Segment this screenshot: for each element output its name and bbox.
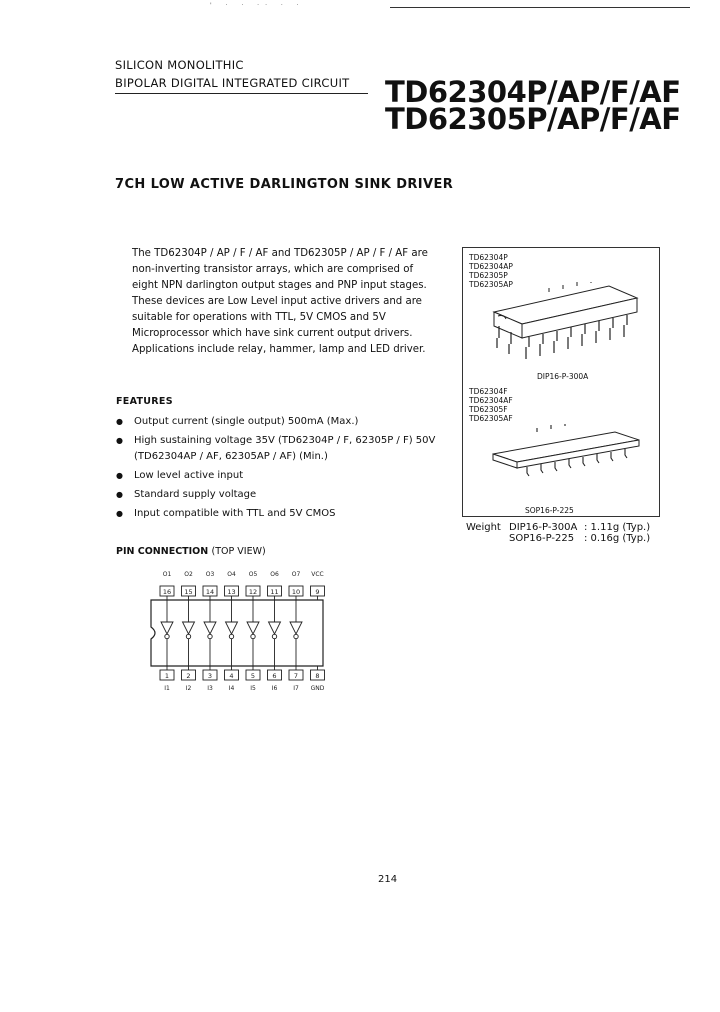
top-pin-label: O5	[248, 571, 258, 578]
features-heading: FEATURES	[116, 396, 173, 407]
bottom-pin-label: I6	[271, 685, 278, 692]
page-number: 214	[378, 874, 398, 885]
driver-input-bubble	[251, 634, 255, 638]
bottom-pin-label: I1	[164, 685, 170, 692]
bottom-pin-number: 4	[229, 672, 234, 680]
package-figure	[462, 247, 660, 517]
features-list	[116, 414, 436, 525]
weight-sop-name: SOP16-P-225	[509, 533, 575, 544]
top-pin-number: 11	[270, 588, 279, 596]
top-pin-label: O3	[205, 571, 215, 578]
feature-item: ● High sustaining voltage 35V (TD62304P / F, 62305P / F) 50V (TD62304AP / AF, 62305AP / AF) (Min.)	[116, 435, 436, 462]
bullet-icon: ●	[116, 509, 123, 518]
driver-input-bubble	[294, 634, 298, 638]
pin-connection-diagram	[145, 568, 345, 694]
top-pin-number: 16	[162, 588, 172, 596]
bullet-icon: ●	[116, 471, 123, 480]
feature-item: ● Low level active input	[116, 468, 436, 484]
driver-input-bubble	[165, 634, 169, 638]
sop-package-name: SOP16-P-225	[525, 506, 574, 515]
sop-part-list: TD62304F TD62304AF TD62305F TD62305AF	[469, 387, 513, 423]
weight-dip-name: DIP16-P-300A	[509, 522, 578, 533]
bottom-pin-label: I7	[293, 685, 299, 692]
top-pin-label: O7	[291, 571, 301, 578]
top-pin-label: VCC	[311, 571, 324, 578]
driver-input-bubble	[186, 634, 190, 638]
dip-part-list: TD62304P TD62304AP TD62305P TD62305AP	[469, 253, 513, 289]
feature-item: ● Output current (single output) 500mA (Max.)	[116, 414, 436, 430]
part-title-2: TD62305P/AP/F/AF	[385, 102, 681, 136]
ic-body-outline	[151, 600, 323, 666]
bullet-icon: ●	[116, 417, 123, 426]
weight-label: Weight	[466, 522, 501, 533]
top-pin-label: O1	[162, 571, 172, 578]
bottom-pin-label: I2	[185, 685, 192, 692]
bottom-pin-number: 2	[186, 672, 191, 680]
bottom-pin-number: 3	[207, 672, 213, 680]
top-pin-label: O4	[227, 571, 236, 578]
bottom-pin-number: 7	[293, 672, 299, 680]
dip-package-name: DIP16-P-300A	[537, 372, 589, 381]
top-pin-number: 14	[205, 588, 215, 596]
part-title-1: TD62304P/AP/F/AF	[385, 75, 681, 109]
feature-item: ● Standard supply voltage	[116, 487, 436, 503]
dip16-package-drawing	[489, 282, 639, 364]
top-pin-label: O2	[184, 571, 193, 578]
scan-marks: ' · · ·· · ·	[210, 2, 305, 9]
feature-item: ● Input compatible with TTL and 5V CMOS	[116, 506, 436, 522]
bottom-pin-number: 5	[250, 672, 256, 680]
bottom-pin-label: I5	[250, 685, 256, 692]
bottom-pin-number: 6	[272, 672, 277, 680]
bottom-pin-label: I3	[207, 685, 213, 692]
top-pin-number: 12	[248, 588, 258, 596]
header-underline	[115, 93, 368, 94]
sop16-package-drawing	[489, 424, 641, 484]
document-subtitle: 7CH LOW ACTIVE DARLINGTON SINK DRIVER	[115, 177, 454, 192]
pin-connection-subheading: (TOP VIEW)	[211, 546, 266, 557]
pin-connection-heading: PIN CONNECTION (TOP VIEW)	[116, 546, 266, 557]
driver-input-bubble	[272, 634, 276, 638]
description-para-2: These devices are Low Level input active drivers and are suitable for operations with TTL, 5V CMOS and 5V Microprocessor which have sink current output drivers. Applications include relay, hammer, lamp and LED driver.	[132, 296, 426, 355]
driver-input-bubble	[208, 634, 212, 638]
description-para-1: The TD62304P / AP / F / AF and TD62305P / AP / F / AF are non-inverting transistor arrays, which are comprised of eight NPN darlington output stages and PNP input stages.	[132, 248, 428, 291]
header-line2: BIPOLAR DIGITAL INTEGRATED CIRCUIT	[115, 76, 350, 90]
bullet-icon: ●	[116, 490, 123, 499]
bottom-pin-number: 1	[164, 672, 170, 680]
weight-dip-value: : 1.11g (Typ.)	[584, 522, 651, 533]
description	[132, 246, 440, 358]
top-pin-number: 9	[315, 588, 320, 596]
top-pin-number: 13	[227, 588, 236, 596]
driver-input-bubble	[229, 634, 233, 638]
top-pin-label: O6	[270, 571, 279, 578]
top-rule	[390, 7, 690, 8]
weight-sop-value: : 0.16g (Typ.)	[584, 533, 651, 544]
bottom-pin-label: GND	[310, 685, 325, 692]
bullet-icon: ●	[116, 436, 123, 445]
header-line1: SILICON MONOLITHIC	[115, 58, 244, 72]
top-pin-number: 15	[184, 588, 193, 596]
top-pin-number: 10	[291, 588, 301, 596]
bottom-pin-label: I4	[228, 685, 235, 692]
bottom-pin-number: 8	[315, 672, 320, 680]
